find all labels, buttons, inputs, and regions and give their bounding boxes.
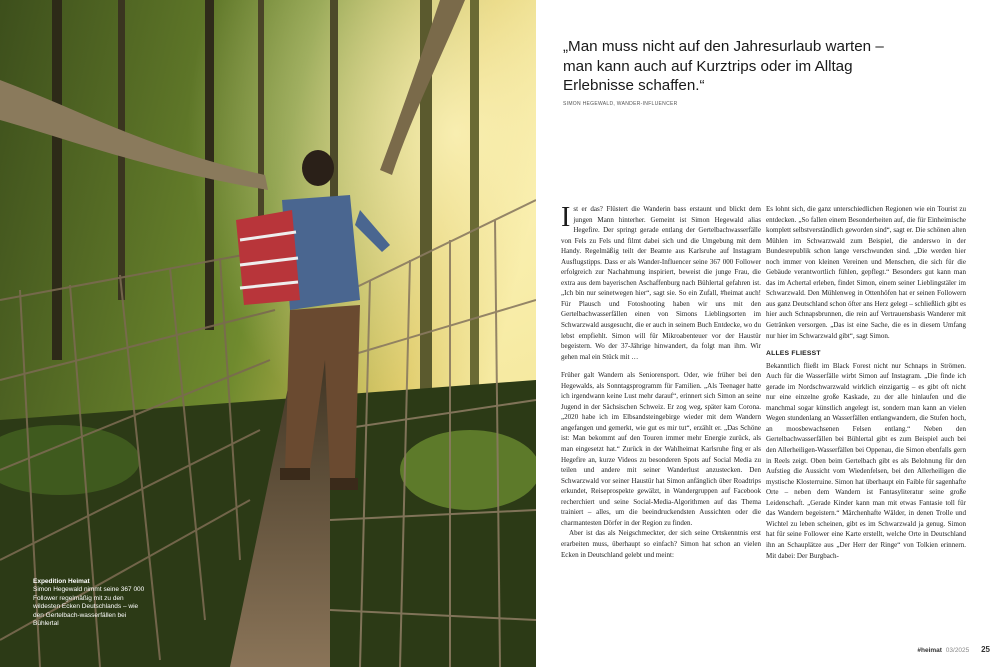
photo-caption — [33, 578, 145, 628]
pull-quote: „Man muss nicht auf den Jahresurlaub warten – man kann auch auf Kurztrips oder im Alltag Erlebnisse schaffen.“ — [563, 38, 884, 95]
paragraph: Früher galt Wandern als Seniorensport. Oder, wie früher bei den Hegewalds, als Sonntagsprogramm für Familien. „Als Teenager hatte ich irgendwann keine Lust mehr darauf“, erinnert sich Simon an seine Jugend in der Sächsischen Schweiz. Er zog weg, später kam Corona. „2020 habe ich im Elbsandsteingebirge wieder mit dem Wandern angefangen und gemerkt, wie gut es mir tut“, erzählt er. „Das Schöne ist: Man bekommt auf den Touren immer mehr Energie zurück, als man eingesetzt hat.“ Zurück in der Wahlheimat Karlsruhe fing er als Hegefire an, kurze Videos zu besonderen Spots auf Social Media zu teilen und andere mit seiner Wanderlust anzustecken. Den Schwarzwald vor seiner Haustür hat Simon anfänglich über Roadtrips erkundet, Reiseprospekte gewälzt, in Wandergruppen auf Facebook recherchiert und seine Social-Media-Algorithmen auf das Thema trainiert – alles, um die beeindruckendsten Aussichten oder die charmantesten Dörfer in der Region zu finden. — [561, 371, 761, 527]
text-page — [536, 0, 1000, 667]
drop-cap: I — [561, 202, 571, 233]
text-column-2 — [766, 204, 966, 569]
paragraph: Aber ist das als Neigschmeckter, der sich seine Ortskenntnis erst erarbeiten muss, überhaupt so einfach? Simon hat schon an vielen Ecken in Deutschland gelebt und meint: — [561, 529, 761, 559]
paragraph: Ist er das? Flüstert die Wanderin bass erstaunt und blickt dem jungen Mann hinterher. Gemeint ist Simon Hegewald alias Hegefire. Der springt gerade entlang der Gertelbachwasserfälle von Fels zu Fels und filmt dabei sich und die Umgebung mit dem Handy. Regelmäßig teilt der Beamte aus Karlsruhe auf Instagram Ausflugstipps. Dass er als Wander-Influencer seine 367 000 Follower erfolgreich zur Nachahmung inspiriert, beweist die junge Frau, die extra aus dem bayerischen Aschaffenburg nach Bühlertal gefahren ist. „Ich bin nur seinetwegen hier“, sagt sie. So ein Zufall, #heimat auch! Für Plausch und Fotoshooting haben wir uns mit den Gertelbachwasserfällen einen von Simons Lieblingsorten im Schwarzwald ausgesucht, die er auch in seinem Buch Entdecke, wo du lebst empfiehlt. Simon will für Mikroabenteuer vor der Haustür begeistern. Wo der 37-Jährige hinwandert, da folgt man ihm. Wir gehen mal ein Stück mit … — [561, 202, 761, 361]
page-number: 25 — [981, 645, 990, 654]
text-column-1 — [561, 204, 761, 568]
caption-title: Expedition Heimat — [33, 578, 90, 585]
page-footer — [917, 645, 990, 654]
paragraph: Es lohnt sich, die ganz unterschiedlichen Regionen wie ein Tourist zu entdecken. „So fallen einem Besonderheiten auf, die für Einheimische komplett selbstverständlich geworden sind“, sagt er. Die schönen alten Mühlen im Schwarzwald zum Beispiel, die anderswo in der Bundesrepublik schon lange verschwunden sind. „Die werden hier noch immer von kleinen Vereinen und Menschen, die sich für die Gebäude verantwortlich fühlen, gepflegt.“ Besonders gut kann man das im Achertal erleben, findet Simon, einem seiner Lieblingstäler im Schwarzwald. Den Mühlenweg in Ottenhöfen hat er seinen Followern aus ganz Deutschland schon öfter ans Herz gelegt – schließlich gibt es hier auch Schnapsbrunnen, die rein auf Vertrauensbasis Wanderer mit Getränken versorgen. „Das ist eine Sache, die es in diesem Umfang nur hier im Schwarzwald gibt“, sagt Simon. — [766, 205, 966, 340]
caption-text: Simon Hegewald nimmt seine 367 000 Follower regelmäßig mit zu den wildesten Ecken Deutschlands – wie den Gertelbach-wasserfällen bei Bühlertal — [33, 586, 145, 628]
paragraph: Bekanntlich fließt im Black Forest nicht nur Schnaps in Strömen. Auch für die Wasserfälle wirbt Simon auf Instagram. „Die finde ich gerade im Nordschwarzwald wirklich einzigartig – es gibt oft nicht nur eine einzelne große Kaskade, zu der alle hinlaufen und die manchmal sogar künstlich angelegt ist, sondern man kann an vielen Wegen stundenlang an Wasserfällen entlangwandern, die Stufen hoch, an moosbewachsenen Felsen entlang.“ Neben den Gertelbachwasserfällen bei Bühlertal gibt es zum Beispiel auch bei den Allerheiligen-Wasserfällen bei Oppenau, die Simon ebenfalls gern in Reels zeigt. Oben beim Gertelbach gibt es als Belohnung für den Aufstieg die Aussicht vom Wiedenfelsen, bei den Allerheiligen die mystische Klosterruine. Simon hat überhaupt ein Faible für sagenhafte Orte – neben dem Wandern ist Fantasyliteratur seine große Leidenschaft. „Gerade Kinder kann man mit etwas Fantasie toll für das Wandern begeistern.“ Märchenhafte Wälder, in denen Trolle und Wichtel zu leben scheinen, gibt es im Schwarzwald ja genug. Simon hat für seine Follower eine Karte erstellt, welche Orte in Deutschland ihn an Schauplätze aus „Der Herr der Ringe“ von Tolkien erinnern. Mit dabei: Der Burgbach- — [766, 361, 966, 560]
issue-number: 03/2025 — [945, 647, 970, 654]
quote-attribution: SIMON HEGEWALD, WANDER-INFLUENCER — [563, 101, 678, 107]
magazine-name: #heimat — [917, 647, 942, 654]
subheading: ALLES FLIESST — [766, 350, 821, 358]
